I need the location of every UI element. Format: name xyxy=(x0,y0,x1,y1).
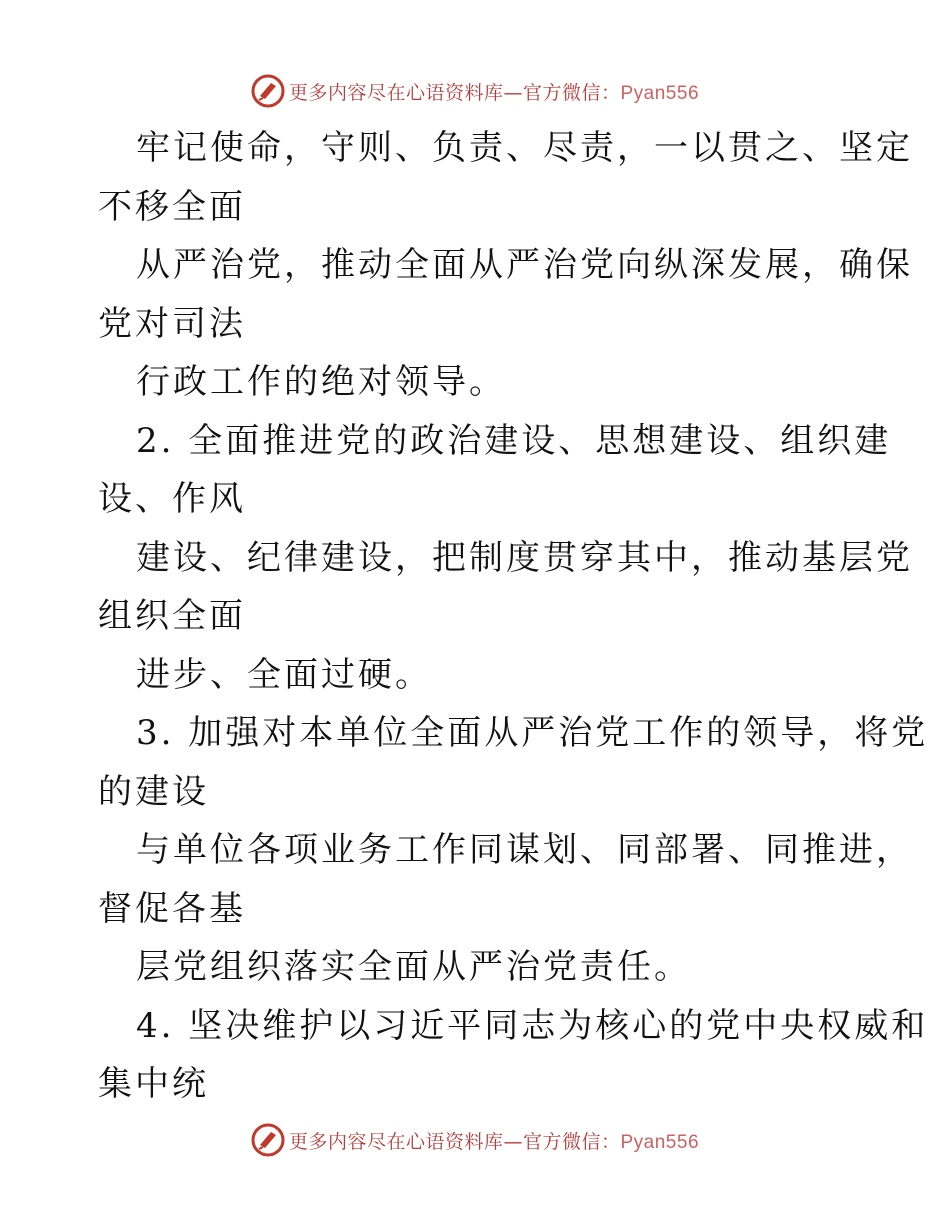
header-banner-label: 官方微信： xyxy=(522,81,621,104)
brand-logo-icon xyxy=(251,74,285,108)
text-line: 3. 加强对本单位全面从严治党工作的领导，将党 xyxy=(136,713,929,753)
text-line: 集中统 xyxy=(98,1064,209,1104)
text-line: 组织全面 xyxy=(98,596,246,636)
text-line: 不移全面 xyxy=(98,186,246,227)
header-banner-text xyxy=(289,78,699,105)
document-body xyxy=(98,119,929,1114)
text-line: 的建设 xyxy=(98,771,209,812)
text-line: 层党组织落实全面从严治党责任。 xyxy=(136,947,691,987)
text-line: 2. 全面推进党的政治建设、思想建设、组织建 xyxy=(136,420,892,461)
footer-banner xyxy=(0,1120,950,1160)
footer-banner-label: 官方微信： xyxy=(522,1130,621,1153)
text-line: 党对司法 xyxy=(98,303,246,344)
footer-banner-text xyxy=(289,1127,699,1154)
text-line: 从严治党，推动全面从严治党向纵深发展，确保 xyxy=(136,245,913,285)
text-line: 进步、全面过硬。 xyxy=(136,654,432,695)
text-line: 牢记使命，守则、负责、尽责，一以贯之、坚定 xyxy=(136,128,913,168)
text-line: 建设、纪律建设，把制度贯穿其中，推动基层党 xyxy=(136,537,913,578)
brand-logo-icon xyxy=(251,1123,285,1157)
header-banner-sep: — xyxy=(503,81,523,104)
text-line: 督促各基 xyxy=(98,888,246,929)
text-line: 4. 坚决维护以习近平同志为核心的党中央权威和 xyxy=(136,1005,929,1046)
footer-banner-sep: — xyxy=(503,1130,523,1153)
footer-banner-main: 更多内容尽在心语资料库 xyxy=(288,1130,504,1153)
text-line: 行政工作的绝对领导。 xyxy=(136,362,506,402)
header-wechat-id: Pyan556 xyxy=(620,82,700,104)
footer-wechat-id: Pyan556 xyxy=(620,1131,700,1153)
text-line: 设、作风 xyxy=(98,479,246,519)
text-line: 与单位各项业务工作同谋划、同部署、同推进， xyxy=(136,830,913,870)
header-banner xyxy=(0,71,950,111)
header-banner-main: 更多内容尽在心语资料库 xyxy=(288,81,504,104)
